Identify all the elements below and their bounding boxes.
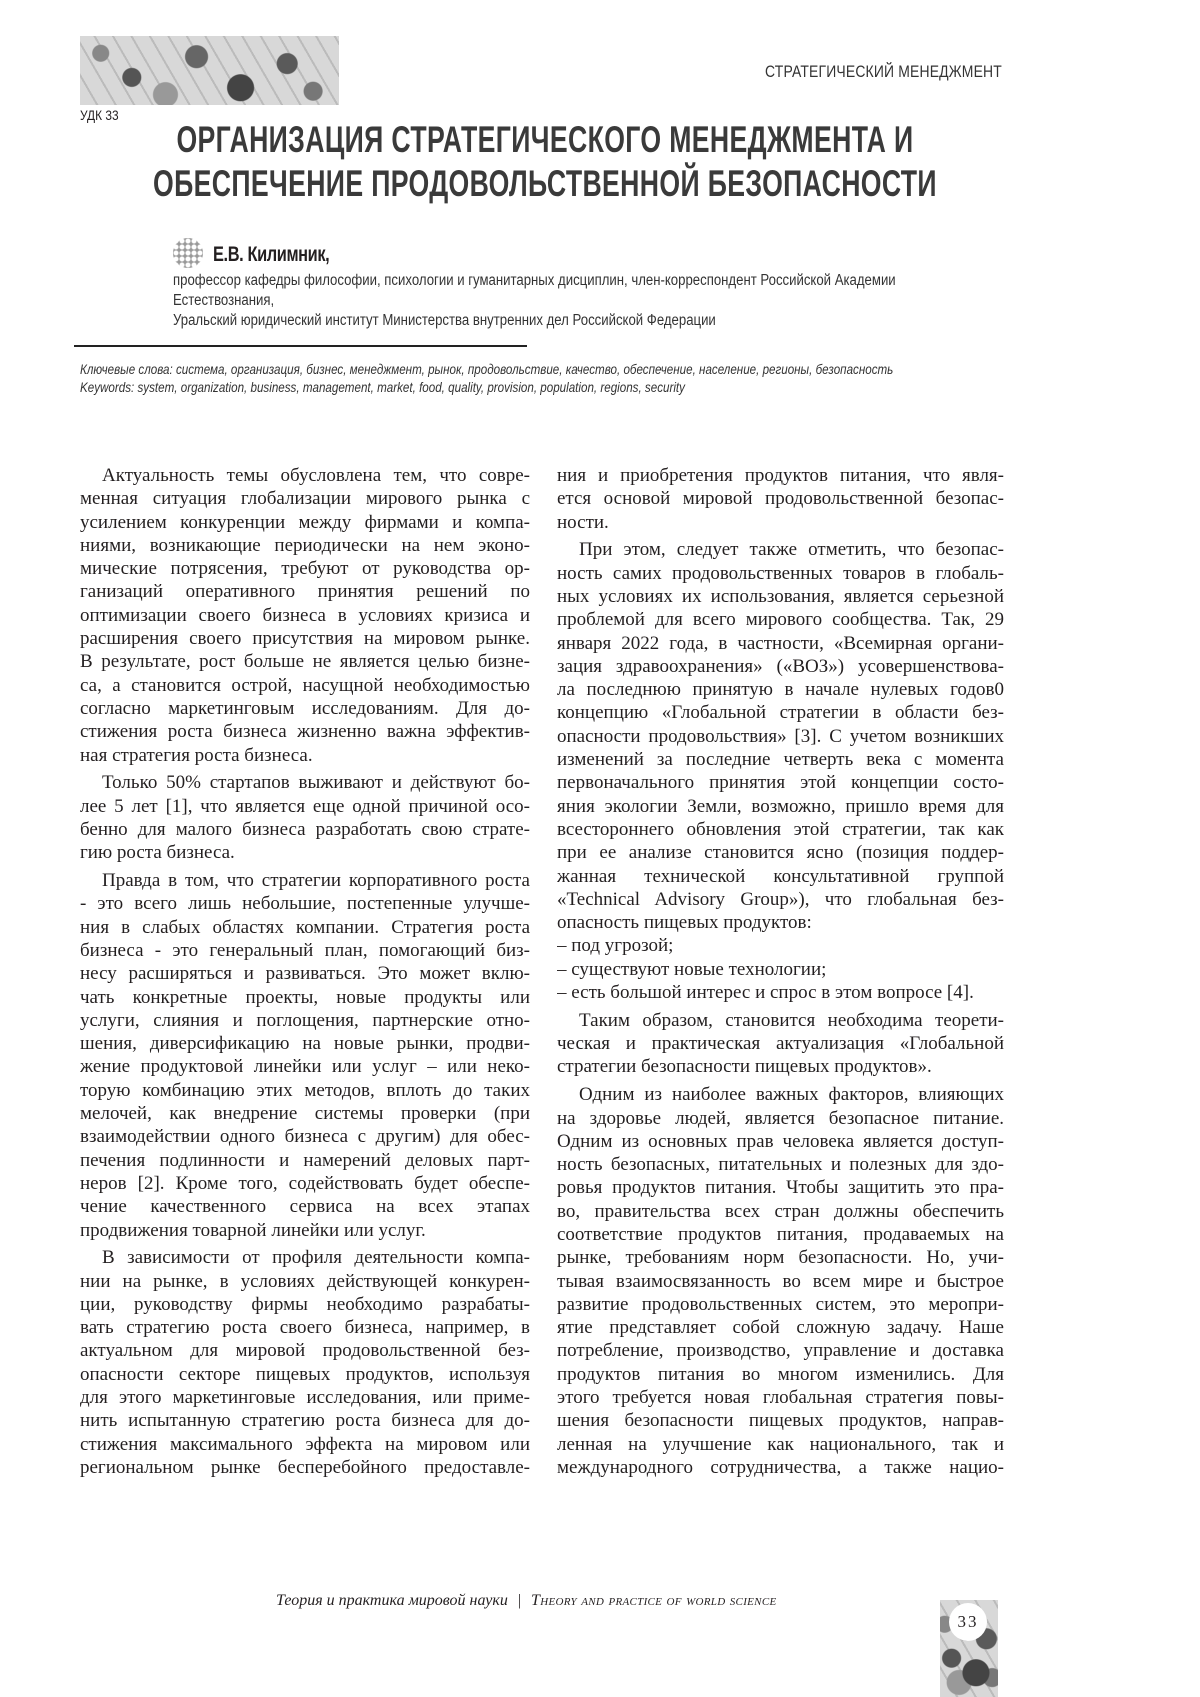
affiliation-line: профессор кафедры философии, психологии и гуманитарных дисциплин, член-корреспондент Российской Академии <box>173 271 896 291</box>
paragraph <box>80 869 530 1242</box>
paragraph <box>557 1009 1004 1079</box>
text-line: взаимодействии одного бизнеса с другим) для обес- <box>80 1125 530 1148</box>
text-line: Одним из основных прав человека является доступ- <box>557 1130 1004 1153</box>
text-line: неров [2]. Кроме того, содействовать будет обеспе- <box>80 1172 530 1195</box>
text-line: жанная технической консультативной группой <box>557 865 1004 888</box>
text-line: яния экологии Земли, возможно, пришло время для <box>557 795 1004 818</box>
text-line: печения подлинности и намерений деловых парт- <box>80 1149 530 1172</box>
text-line: бенно для малого бизнеса разработать свою страте- <box>80 818 530 841</box>
text-line: согласно маркетинговым исследованиям. Для до- <box>80 697 530 720</box>
list-item: – под угрозой; <box>557 934 1004 957</box>
text-line: региональном рынке бесперебойного предоставле- <box>80 1456 530 1479</box>
text-line: при ее анализе становится ясно (позиция поддер- <box>557 841 1004 864</box>
body-column-right <box>557 464 1004 1484</box>
text-line: Таким образом, становится необходима теорети- <box>557 1009 1004 1032</box>
text-line: тывая взаимосвязанность во всем мире и быстрое <box>557 1270 1004 1293</box>
text-line: стратегии безопасности пищевых продуктов». <box>557 1055 1004 1078</box>
list-item: – есть большой интерес и спрос в этом вопросе [4]. <box>557 981 1004 1004</box>
author-affiliation <box>173 271 1023 331</box>
text-line: на здоровье людей, является безопасное питание. <box>557 1107 1004 1130</box>
text-line: В зависимости от профиля деятельности компа- <box>80 1246 530 1269</box>
keywords <box>80 360 1060 396</box>
affiliation-line: Уральский юридический институт Министерства внутренних дел Российской Федерации <box>173 311 896 331</box>
text-line: оптимизации своего бизнеса в условиях кризиса и <box>80 604 530 627</box>
text-line: ность самих продовольственных товаров в глобаль- <box>557 562 1004 585</box>
author-name: Е.В. Килимник, <box>213 243 329 267</box>
title-line: ОРГАНИЗАЦИЯ СТРАТЕГИЧЕСКОГО МЕНЕДЖМЕНТА И <box>153 118 938 162</box>
text-line: са, а становится острой, насущной необходимостью <box>80 674 530 697</box>
text-line: ности. <box>557 511 1004 534</box>
paragraph <box>557 538 1004 1004</box>
text-line: этого требуется новая глобальная стратегия повы- <box>557 1386 1004 1409</box>
text-line: зация здравоохранения» («ВОЗ») усовершенствова- <box>557 655 1004 678</box>
text-line: Только 50% стартапов выживают и действуют бо- <box>80 771 530 794</box>
text-line: соответствие продуктов питания, продаваемых на <box>557 1223 1004 1246</box>
text-line: опасности секторе пищевых продуктов, используя <box>80 1363 530 1386</box>
text-line: международного сотрудничества, а также нацио- <box>557 1456 1004 1479</box>
text-line: продуктов питания во многом изменились. Для <box>557 1363 1004 1386</box>
text-line: рынке, требованиям норм безопасности. Но, учи- <box>557 1246 1004 1269</box>
udk-code: УДК 33 <box>80 107 119 123</box>
journal-name-ru: Теория и практика мировой науки <box>276 1592 508 1609</box>
journal-name-en: Theory and practice of world science <box>531 1592 776 1609</box>
text-line: ния и приобретения продуктов питания, что явля- <box>557 464 1004 487</box>
text-line: Актуальность темы обусловлена тем, что совре- <box>80 464 530 487</box>
text-line: расширения своего присутствия на мировом рынке. <box>80 627 530 650</box>
text-line: опасность пищевых продуктов: <box>557 911 1004 934</box>
text-line: продвижения товарной линейки или услуг. <box>80 1219 530 1242</box>
section-label: СТРАТЕГИЧЕСКИЙ МЕНЕДЖМЕНТ <box>765 62 1002 82</box>
text-line: жение продуктовой линейки или услуг – или неко- <box>80 1055 530 1078</box>
title-line: ОБЕСПЕЧЕНИЕ ПРОДОВОЛЬСТВЕННОЙ БЕЗОПАСНОСТИ <box>153 162 938 206</box>
keywords-ru: Ключевые слова: система, организация, бизнес, менеджмент, рынок, продовольствие, качество, обеспечение, население, регионы, безопасность <box>80 360 893 378</box>
text-line: ятие представляет собой сложную задачу. Наше <box>557 1316 1004 1339</box>
text-line: чение качественного сервиса на всех этапах <box>80 1195 530 1218</box>
text-line: ции, руководству фирмы необходимо разрабаты- <box>80 1293 530 1316</box>
text-line: гию роста бизнеса. <box>80 841 530 864</box>
text-line: нии на рынке, в условиях действующей конкурен- <box>80 1270 530 1293</box>
paragraph <box>80 771 530 864</box>
text-line: стижения максимального эффекта на мировом или <box>80 1433 530 1456</box>
text-line: вать стратегию роста своего бизнеса, например, в <box>80 1316 530 1339</box>
text-line: ных условиях их использования, является серьезной <box>557 585 1004 608</box>
text-line: шения, диверсификацию на новые рынки, продви- <box>80 1032 530 1055</box>
text-line: нить испытанную стратегию роста бизнеса для до- <box>80 1409 530 1432</box>
text-line: Одним из наиболее важных факторов, влияющих <box>557 1083 1004 1106</box>
page-number: 33 <box>949 1603 987 1641</box>
text-line: стижения роста бизнеса жизненно важна эффектив- <box>80 720 530 743</box>
text-line: чать конкретные проекты, новые продукты или <box>80 986 530 1009</box>
text-line: В результате, рост больше не является целью бизне- <box>80 650 530 673</box>
text-line: изменений за последние четверть века с момента <box>557 748 1004 771</box>
keywords-en: Keywords: system, organization, business, management, market, food, quality, provision, population, regions, security <box>80 378 893 396</box>
text-line: торую комбинацию этих методов, вплоть до таких <box>80 1079 530 1102</box>
text-line: шения безопасности пищевых продуктов, направ- <box>557 1409 1004 1432</box>
affiliation-line: Естествознания, <box>173 291 896 311</box>
paragraph <box>80 1246 530 1479</box>
footer-separator: | <box>518 1592 521 1609</box>
text-line: услуги, слияния и поглощения, партнерские отно- <box>80 1009 530 1032</box>
text-line: концепцию «Глобальной стратегии в области без- <box>557 701 1004 724</box>
text-line: - это всего лишь небольшие, постепенные улучше- <box>80 892 530 915</box>
header-decorative-image <box>80 36 339 105</box>
text-line: мелочей, как внедрение системы проверки (при <box>80 1102 530 1125</box>
text-line: лее 5 лет [1], что является еще одной причиной осо- <box>80 795 530 818</box>
text-line: усилением конкуренции между фирмами и компа- <box>80 511 530 534</box>
text-line: во, правительства всех стран должны обеспечить <box>557 1200 1004 1223</box>
text-line: бизнеса - это генеральный план, помогающий биз- <box>80 939 530 962</box>
footer-journal <box>276 1592 776 1610</box>
text-line: несу расширяться и развиваться. Это может вклю- <box>80 962 530 985</box>
text-line: всестороннего обновления этой стратегии, так как <box>557 818 1004 841</box>
text-line: мические потрясения, требуют от руководства ор- <box>80 557 530 580</box>
text-line: первоначального принятия этой концепции состо- <box>557 771 1004 794</box>
text-line: ется основой мировой продовольственной безопас- <box>557 487 1004 510</box>
text-line: ния в слабых областях компании. Стратегия роста <box>80 916 530 939</box>
text-line: ла последнюю принятую в начале нулевых годов0 <box>557 678 1004 701</box>
body-column-left <box>80 464 530 1484</box>
text-line: ганизаций оперативного принятия решений по <box>80 580 530 603</box>
text-line: ческая и практическая актуализация «Глобальной <box>557 1032 1004 1055</box>
text-line: развитие продовольственных систем, это меропри- <box>557 1293 1004 1316</box>
article-title <box>0 118 1090 206</box>
text-line: ная стратегия роста бизнеса. <box>80 744 530 767</box>
text-line: потребление, производство, управление и доставка <box>557 1339 1004 1362</box>
paragraph <box>80 464 530 767</box>
paragraph <box>557 1083 1004 1479</box>
text-line: При этом, следует также отметить, что безопас- <box>557 538 1004 561</box>
text-line: ровья продуктов питания. Чтобы защитить это пра- <box>557 1176 1004 1199</box>
text-line: опасности продовольствия» [3]. С учетом возникших <box>557 725 1004 748</box>
text-line: проблемой для всего мирового сообщества. Так, 29 <box>557 608 1004 631</box>
divider <box>74 345 527 347</box>
text-line: ленная на улучшение как национального, так и <box>557 1433 1004 1456</box>
text-line: января 2022 года, в частности, «Всемирная органи- <box>557 632 1004 655</box>
paragraph <box>557 464 1004 534</box>
author-icon <box>173 238 203 268</box>
list-item: – существуют новые технологии; <box>557 958 1004 981</box>
text-line: актуальном для мировой продовольственной без- <box>80 1339 530 1362</box>
text-line: Правда в том, что стратегии корпоративного роста <box>80 869 530 892</box>
text-line: ниями, возникающие периодически на нем эконо- <box>80 534 530 557</box>
text-line: ность безопасных, питательных и полезных для здо- <box>557 1153 1004 1176</box>
text-line: «Technical Advisory Group»), что глобальная без- <box>557 888 1004 911</box>
text-line: менная ситуация глобализации мирового рынка с <box>80 487 530 510</box>
text-line: для этого маркетинговые исследования, или приме- <box>80 1386 530 1409</box>
